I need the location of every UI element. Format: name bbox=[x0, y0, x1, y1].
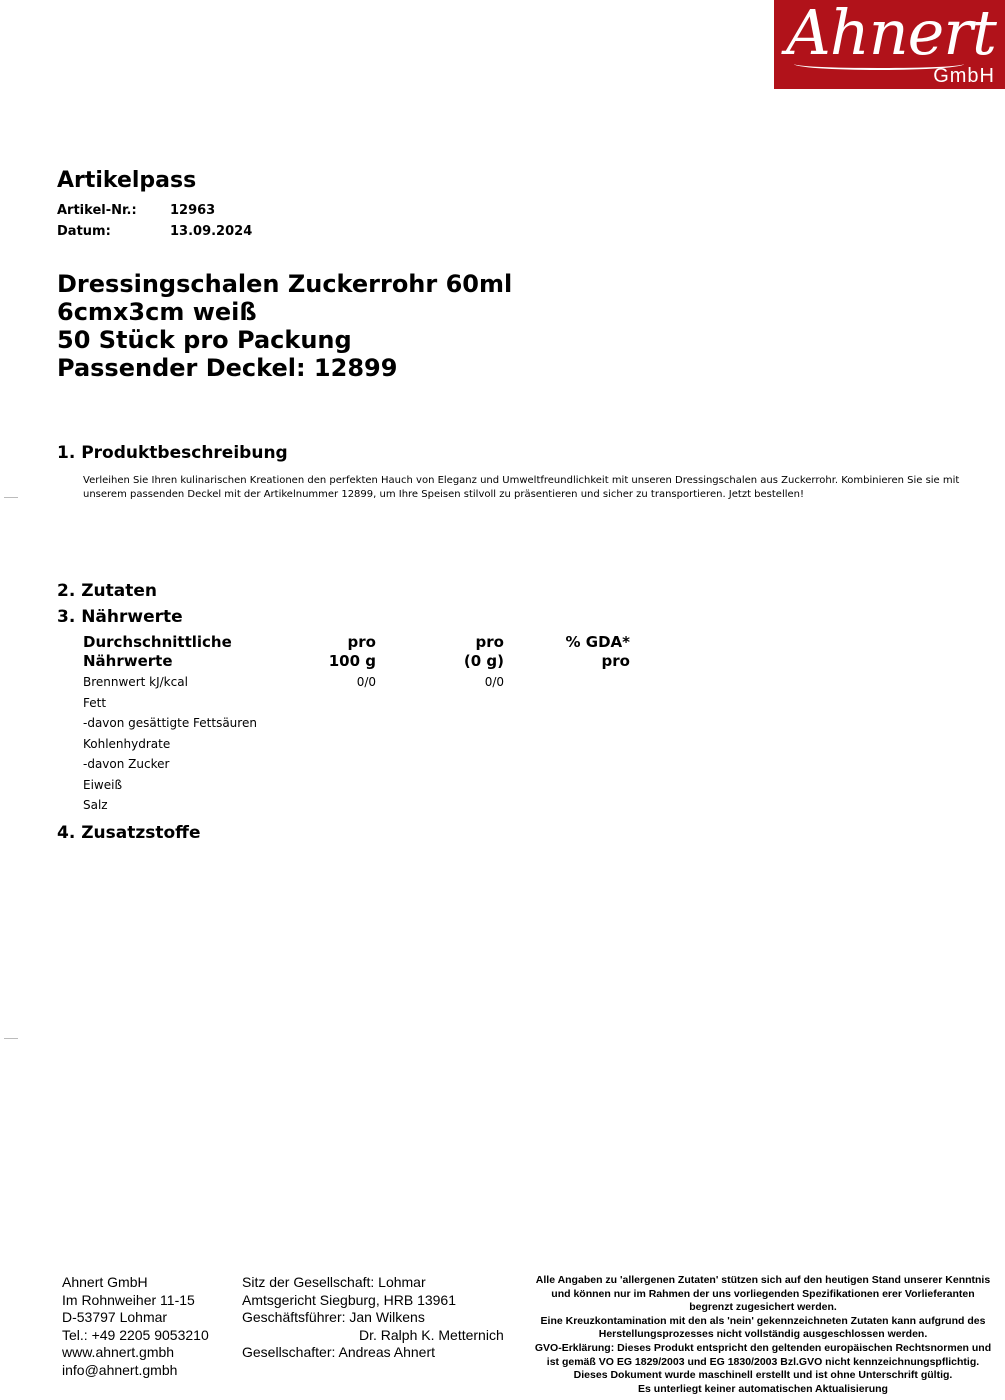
logo-name: Ahnert bbox=[786, 0, 996, 69]
margin-mark bbox=[4, 1038, 18, 1039]
header-per100-line1: pro bbox=[347, 633, 376, 651]
disclaimer-line: und können nur im Rahmen der uns vorliegenden Spezifikationen erer Vorlieferanten bbox=[551, 1287, 975, 1300]
header-name-line1: Durchschnittliche bbox=[83, 633, 232, 651]
product-title-block bbox=[57, 270, 512, 382]
product-dimensions: 6cmx3cm weiß bbox=[57, 298, 257, 326]
document-title: Artikelpass bbox=[57, 168, 197, 193]
nutrition-row-per100: 0/0 bbox=[356, 675, 376, 689]
product-matching-lid: Passender Deckel: 12899 bbox=[57, 354, 398, 382]
disclaimer-line: Alle Angaben zu 'allergenen Zutaten' stützen sich auf den heutigen Stand unserer Kenntnis bbox=[535, 1274, 991, 1286]
footer-seat: Sitz der Gesellschaft: Lohmar bbox=[242, 1274, 426, 1290]
nutrition-row-name: Kohlenhydrate bbox=[83, 737, 171, 751]
description-text: Verleihen Sie Ihren kulinarischen Kreationen den perfekten Hauch von Eleganz und Umweltfreundlichkeit mit unseren Dressingschalen aus Zuckerrohr. Kombinieren Sie sie mit unserem passenden Deckel mit der Artikelnummer 12899, um Ihre Speisen stilvoll zu präsentieren und sicher zu transportieren. Jetzt bestellen! bbox=[83, 475, 960, 500]
nutrition-row-name: Eiweiß bbox=[83, 778, 123, 792]
header-per100-line2: 100 g bbox=[328, 652, 376, 670]
product-name: Dressingschalen Zuckerrohr 60ml bbox=[57, 270, 513, 298]
nutrition-row-name: -davon Zucker bbox=[83, 757, 170, 771]
footer-managing-director-2: Dr. Ralph K. Metternich bbox=[359, 1326, 504, 1343]
footer-email: info@ahnert.gmbh bbox=[62, 1361, 178, 1378]
date-value: 13.09.2024 bbox=[170, 224, 253, 239]
nutrition-header-name bbox=[83, 633, 232, 671]
disclaimer-line: ist gemäß VO EG 1829/2003 und EG 1830/2003 Bzl.GVO nicht kennzeichnungspflichtig. bbox=[546, 1355, 980, 1368]
nutrition-row-perportion: 0/0 bbox=[484, 675, 504, 689]
footer-street: Im Rohnweiher 11-15 bbox=[62, 1291, 195, 1308]
header-perportion-line2: (0 g) bbox=[463, 652, 504, 670]
disclaimer-line: begrenzt zugesichert werden. bbox=[689, 1301, 837, 1314]
disclaimer-line: Herstellungsprozesses nicht vollständig ausgeschlossen werden. bbox=[598, 1328, 928, 1341]
disclaimer-line: GVO-Erklärung: Dieses Produkt entspricht den geltenden europäischen Rechtsnormen und bbox=[534, 1341, 992, 1354]
disclaimer-line: Eine Kreuzkontamination mit den als 'nein' gekennzeichneten Zutaten kann aufgrund des bbox=[540, 1314, 986, 1327]
article-number-label: Artikel-Nr.: bbox=[57, 203, 137, 218]
nutrition-heading: 3. Nährwerte bbox=[57, 607, 183, 627]
disclaimer-line: Es unterliegt keiner automatischen Aktualisierung bbox=[638, 1382, 888, 1395]
margin-mark bbox=[4, 497, 18, 498]
footer-website: www.ahnert.gmbh bbox=[62, 1344, 175, 1360]
ingredients-heading: 2. Zutaten bbox=[57, 581, 157, 601]
footer-managing-director: Geschäftsführer: Jan Wilkens bbox=[242, 1309, 425, 1325]
header-name-line2: Nährwerte bbox=[83, 652, 173, 670]
nutrition-row-name: -davon gesättigte Fettsäuren bbox=[83, 716, 257, 730]
footer-city: D-53797 Lohmar bbox=[62, 1309, 168, 1325]
footer-shareholder: Gesellschafter: Andreas Ahnert bbox=[242, 1344, 435, 1360]
date-label: Datum: bbox=[57, 224, 111, 239]
nutrition-header-per100 bbox=[300, 633, 376, 671]
description-heading: 1. Produktbeschreibung bbox=[57, 443, 288, 463]
disclaimer-line: Dieses Dokument wurde maschinell erstellt und ist ohne Unterschrift gültig. bbox=[573, 1369, 953, 1382]
header-gda-line2: pro bbox=[601, 652, 630, 670]
footer-disclaimer bbox=[522, 1274, 1004, 1396]
additives-heading: 4. Zusatzstoffe bbox=[57, 823, 201, 843]
footer-company-name: Ahnert GmbH bbox=[62, 1274, 148, 1290]
article-number-value: 12963 bbox=[170, 203, 216, 218]
header-gda-line1: % GDA* bbox=[565, 633, 630, 651]
product-pack-size: 50 Stück pro Packung bbox=[57, 326, 352, 354]
footer-court: Amtsgericht Siegburg, HRB 13961 bbox=[242, 1291, 456, 1308]
nutrition-row-name: Fett bbox=[83, 696, 107, 710]
footer-phone: Tel.: +49 2205 9053210 bbox=[62, 1326, 209, 1343]
logo-suffix: GmbH bbox=[933, 65, 995, 87]
header-perportion-line1: pro bbox=[475, 633, 504, 651]
footer-legal-info bbox=[242, 1274, 504, 1362]
nutrition-header-gda bbox=[540, 633, 630, 671]
footer-company-address bbox=[62, 1274, 209, 1379]
nutrition-row-name: Brennwert kJ/kcal bbox=[83, 675, 188, 689]
company-logo bbox=[774, 0, 1005, 89]
nutrition-header-perportion bbox=[430, 633, 504, 671]
nutrition-row-name: Salz bbox=[83, 798, 108, 812]
